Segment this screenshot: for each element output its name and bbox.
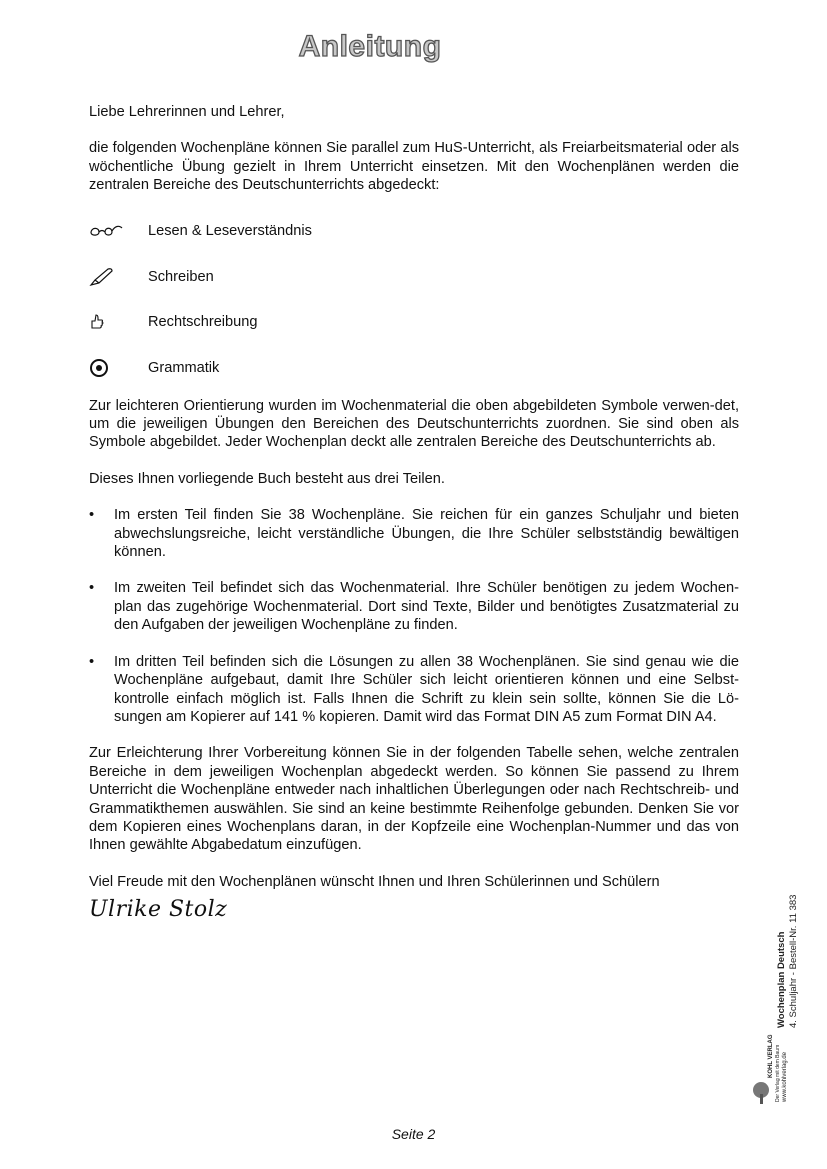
product-info: 4. Schuljahr - Bestell-Nr. 11 383 [788,894,799,1028]
page-number: Seite 2 [391,1126,436,1142]
list-item: • Im ersten Teil finden Sie 38 Wochenpläne. Sie reichen für ein ganzes Schuljahr und bieten abwechslungsreiche, leicht verständliche Übungen, die Ihre Schüler selbstständig bewältigen können. [89,507,739,561]
tree-logo-icon [752,1080,774,1106]
list-item: • Im dritten Teil befinden sich die Lösungen zu allen 38 Wochenplänen. Sie sind genau wie die Wochenpläne aufgebaut, damit Ihre Schüler sich leicht orientieren können und eine Selbst-kontrolle einfach möglich ist. Falls Ihnen die Schrift zu klein sein sollte, können Sie die Lö-sungen am Kopierer auf 141 % kopieren. Damit wird das Format DIN A5 zum Format DIN A4. [89,653,739,725]
publisher-name: KOHL VERLAG [768,1034,774,1078]
target-circle-icon [89,358,148,378]
symbol-label: Rechtschreibung [148,314,258,331]
publisher-sidebar [752,880,807,1110]
symbol-item-writing [89,254,739,300]
page-title: Anleitung [298,30,442,63]
product-title: Wochenplan Deutsch [776,931,787,1028]
symbol-label: Grammatik [148,359,220,376]
symbol-item-grammar [89,345,739,391]
symbol-label: Lesen & Leseverständnis [148,223,312,240]
bullet-icon: • [89,653,95,670]
letter-body [89,103,739,923]
symbol-item-reading [89,209,739,255]
symbol-legend [89,209,739,391]
intro-paragraph: die folgenden Wochenpläne können Sie parallel zum HuS-Unterricht, als Freiarbeitsmaterial oder als wöchentliche Übung gezielt in Ihrem Unterricht einsetzen. Mit den Wochenplänen werden die zentralen Bereiche des Deutschunterrichts abgedeckt: [89,140,739,194]
salutation: Liebe Lehrerinnen und Lehrer, [89,104,285,120]
parts-list [89,506,739,726]
preparation-paragraph: Zur Erleichterung Ihrer Vorbereitung können Sie in der folgenden Tabelle sehen, welche zentralen Bereiche in dem jeweiligen Wochenplan abgedeckt werden. So können Sie passend zu Ihrem Unterricht die Wochenpläne entweder nach inhaltlichen Überlegungen oder nach Rechtschreib- und Grammatikthemen auswählen. Sie sind an keine bestimmte Reihenfolge gebunden. Denken Sie vor dem Kopieren eines Wochenplans daran, in der Kopfzeile eine Wochenplan-Nummer und das von Ihnen gewählte Abgabedatum einzufügen. [89,745,739,854]
bullet-icon: • [89,580,95,597]
orientation-paragraph: Zur leichteren Orientierung wurden im Wochenmaterial die oben abgebildeten Symbole verwen-det, um die jeweiligen Übungen den Bereichen des Deutschunterrichts zuordnen. Sie sind oben als Symbole abgebildet. Jeder Wochenplan deckt alle zentralen Bereiche des Deutschunterrichts ab. [89,397,739,451]
bullet-icon: • [89,507,95,524]
parts-intro: Dieses Ihnen vorliegende Buch besteht aus drei Teilen. [89,470,445,487]
publisher-website: www.kohlverlag.de [782,1051,788,1102]
pen-icon [89,267,148,287]
list-item: • Im zweiten Teil befindet sich das Wochenmaterial. Ihre Schüler benötigen zu jedem Wochen-plan das zugehörige Wochenmaterial. Dort sind Texte, Bilder und benötigtes Zusatzmaterial zu den Aufgaben der jeweiligen Wochenpläne zu finden. [89,580,739,634]
glasses-icon [89,224,148,238]
symbol-item-spelling [89,300,739,346]
signature: Ulrike Stolz [89,897,228,923]
closing-line: Viel Freude mit den Wochenplänen wünscht Ihnen und Ihren Schülerinnen und Schülern [89,873,660,890]
symbol-label: Schreiben [148,268,214,285]
publisher-tagline: Der Verlag mit dem Baum [775,1044,781,1102]
thumbs-up-icon [89,313,148,331]
